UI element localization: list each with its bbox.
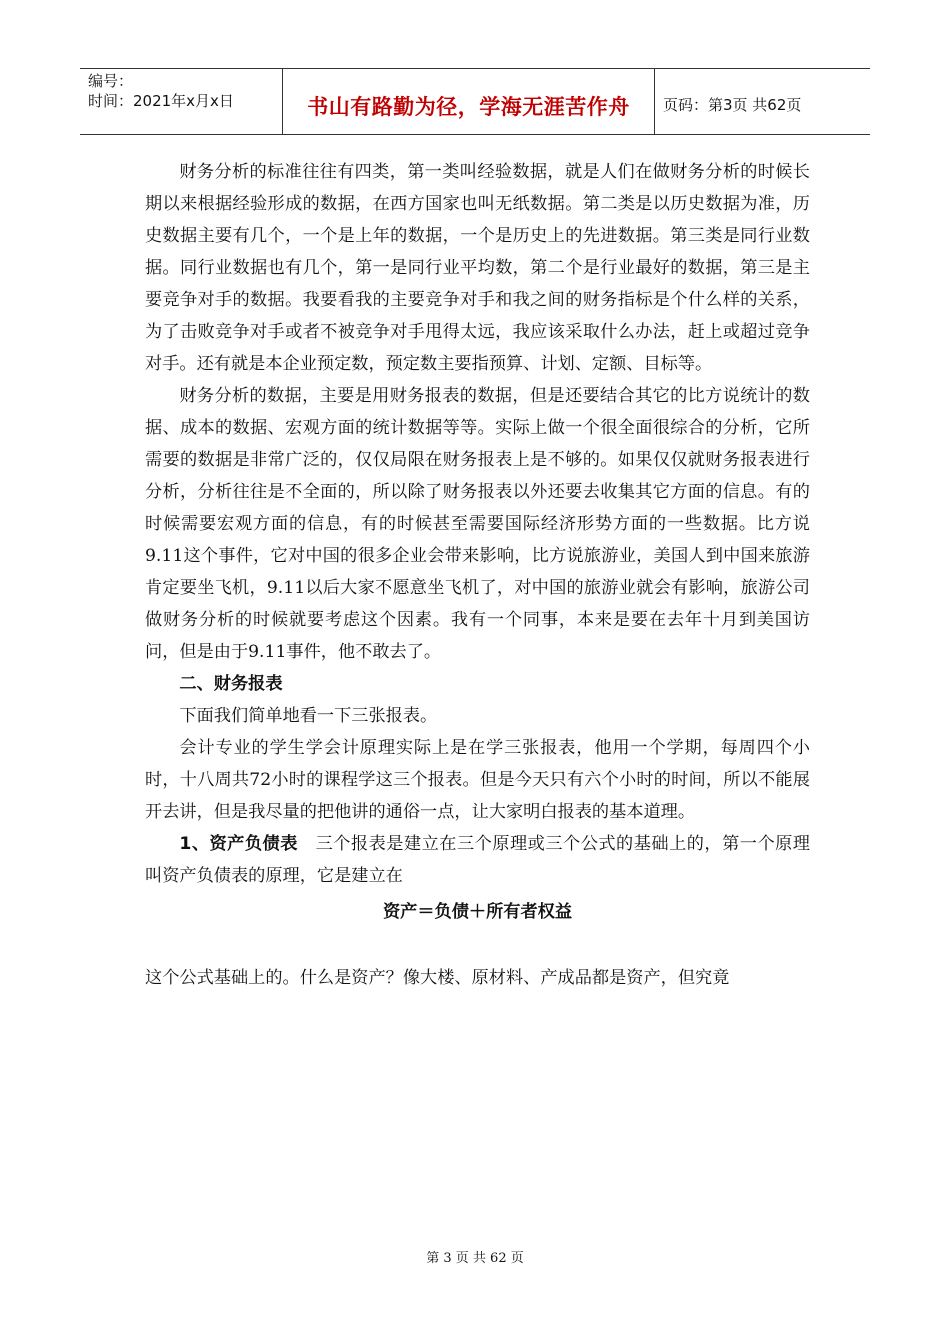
document-body (145, 156, 810, 994)
paragraph: 财务分析的数据，主要是用财务报表的数据，但是还要结合其它的比方说统计的数据、成本的数据、宏观方面的统计数据等等。实际上做一个很全面很综合的分析，它所需要的数据是非常广泛的，仅仅局限在财务报表上是不够的。如果仅仅就财务报表进行分析，分析往往是不全面的，所以除了财务报表以外还要去收集其它方面的信息。有的时候需要宏观方面的信息，有的时候甚至需要国际经济形势方面的一些数据。比方说9.11这个事件，它对中国的很多企业会带来影响，比方说旅游业，美国人到中国来旅游肯定要坐飞机，9.11以后大家不愿意坐飞机了，对中国的旅游业就会有影响，旅游公司做财务分析的时候就要考虑这个因素。我有一个同事，本来是要在去年十月到美国访问，但是由于9.11事件，他不敢去了。 (145, 386, 810, 662)
header-motto: 书山有路勤为径，学海无涯苦作舟 (283, 69, 655, 134)
header-meta (80, 69, 283, 134)
header-page-number: 页码：第3页 共62页 (663, 96, 802, 114)
paragraph: 会计专业的学生学会计原理实际上是在学三张报表，他用一个学期，每周四个小时，十八周共72小时的课程学这三个报表。但是今天只有六个小时的时间，所以不能展开去讲，但是我尽量的把他讲的通俗一点，让大家明白报表的基本道理。 (145, 738, 810, 822)
section-heading: 二、财务报表 (179, 674, 283, 694)
page-header (80, 68, 870, 135)
paragraph: 财务分析的标准往往有四类，第一类叫经验数据，就是人们在做财务分析的时候长期以来根据经验形成的数据，在西方国家也叫无纸数据。第二类是以历史数据为准，历史数据主要有几个，一个是上年的数据，一个是历史上的先进数据。第三类是同行业数据。同行业数据也有几个，第一是同行业平均数，第二个是行业最好的数据，第三是主要竞争对手的数据。我要看我的主要竞争对手和我之间的财务指标是个什么样的关系，为了击败竞争对手或者不被竞争对手甩得太远，我应该采取什么办法，赶上或超过竞争对手。还有就是本企业预定数，预定数主要指预算、计划、定额、目标等。 (145, 162, 810, 374)
paragraph: 下面我们简单地看一下三张报表。 (179, 706, 438, 726)
subsection-paragraph (145, 828, 810, 892)
paragraph: 这个公式基础上的。什么是资产？像大楼、原材料、产成品都是资产，但究竟 (145, 968, 730, 988)
document-date: 时间：2021年x月x日 (88, 92, 234, 110)
document-id-label: 编号： (88, 72, 134, 90)
page-footer: 第 3 页 共 62 页 (426, 1251, 524, 1266)
subsection-text: 三个报表是建立在三个原理或三个公式的基础上的，第一个原理叫资产负债表的原理，它是建立在 (145, 834, 810, 886)
subsection-heading: 1、资产负债表 (179, 834, 298, 854)
formula: 资产＝负债＋所有者权益 (382, 902, 573, 922)
